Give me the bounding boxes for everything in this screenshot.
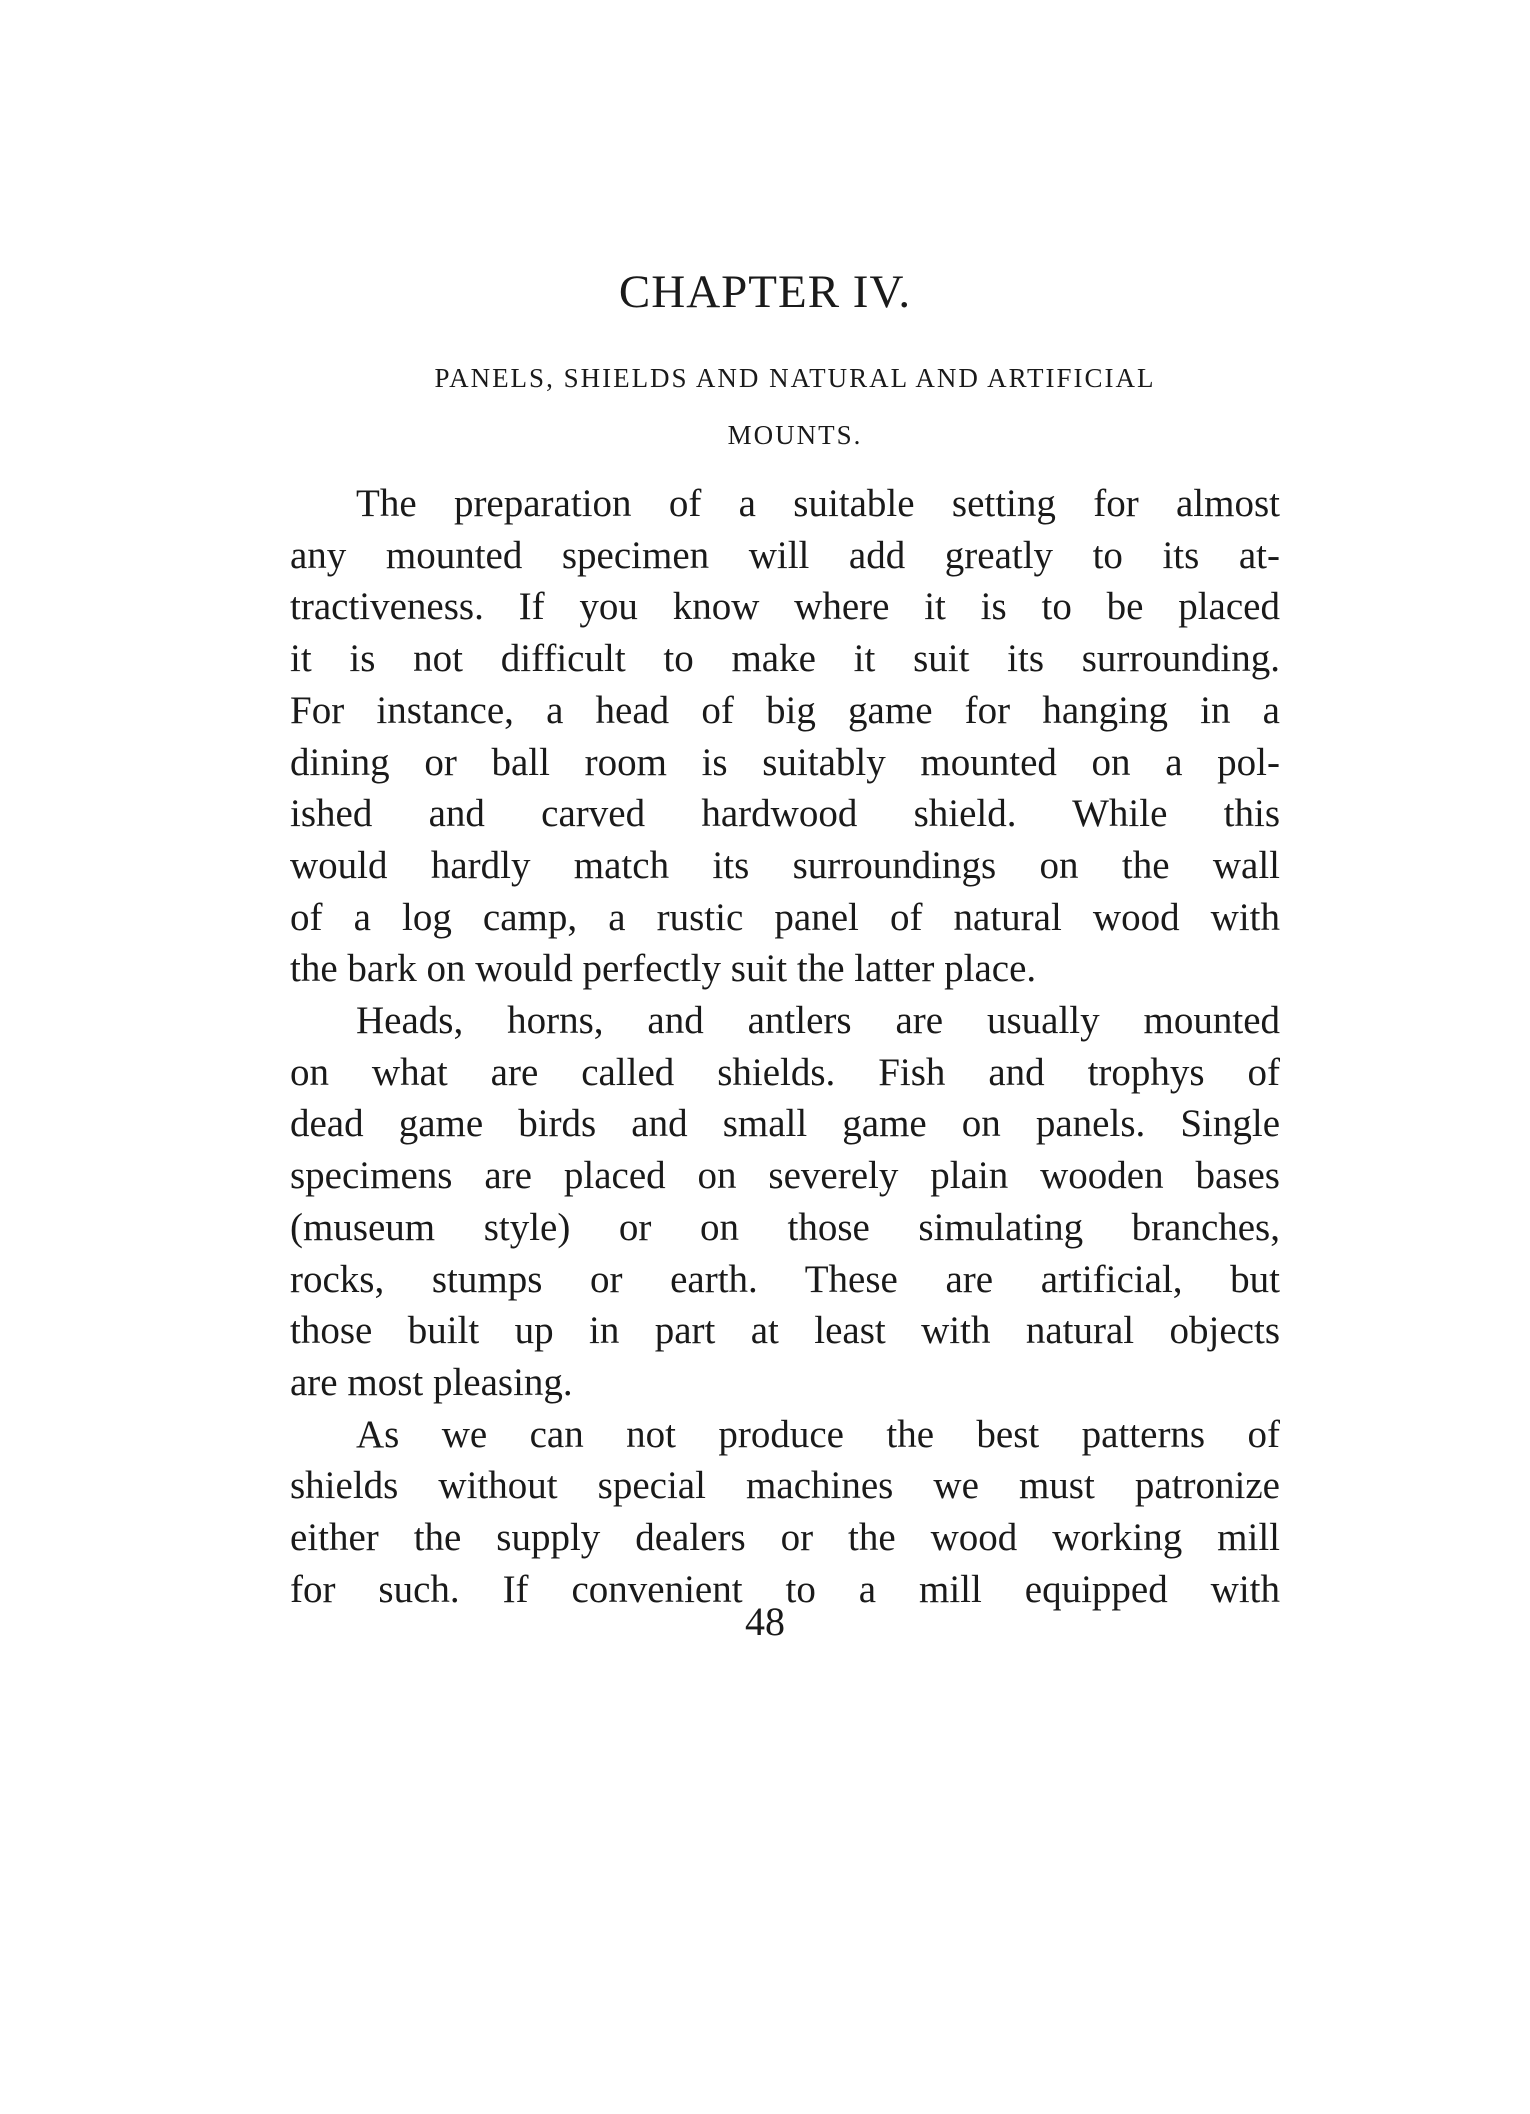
chapter-subtitle [300,350,1290,464]
text-line: For instance, a head of big game for hanging in a [290,688,1280,732]
text-line: on what are called shields. Fish and trophys of [290,1050,1280,1094]
text-line: shields without special machines we must patronize [290,1464,1280,1508]
text-line: Heads, horns, and antlers are usually mounted [356,999,1280,1043]
text-line: would hardly match its surroundings on the wall [290,843,1280,887]
text-line: dead game birds and small game on panels. Single [290,1102,1280,1146]
text-line: specimens are placed on severely plain wooden bases [290,1154,1280,1198]
text-line: The preparation of a suitable setting for almost [356,482,1280,525]
text-line: any mounted specimen will add greatly to its at- [290,533,1280,577]
text-line: rocks, stumps or earth. These are artificial, but [290,1257,1280,1301]
text-line: As we can not produce the best patterns of [356,1412,1280,1456]
text-line: those built up in part at least with natural objects [290,1309,1280,1353]
page-number: 48 [745,1599,785,1644]
text-line: (museum style) or on those simulating branches, [290,1205,1280,1249]
text-line: tractiveness. If you know where it is to be placed [290,585,1280,629]
text-line: of a log camp, a rustic panel of natural wood with [290,895,1280,939]
chapter-subtitle-line-1: PANELS, SHIELDS AND NATURAL AND ARTIFICIAL [434,363,1156,393]
text-line: the bark on would perfectly suit the latter place. [290,947,1037,991]
chapter-subtitle-line-2: MOUNTS. [727,420,863,450]
text-line: ished and carved hardwood shield. While this [290,792,1280,836]
text-line: it is not difficult to make it suit its surrounding. [290,637,1280,681]
chapter-title: CHAPTER IV. [618,266,912,318]
text-line: for such. If convenient to a mill equipped with [290,1567,1280,1611]
body-text [290,478,1280,1615]
text-line: either the supply dealers or the wood working mill [290,1516,1280,1560]
text-line: are most pleasing. [290,1360,573,1404]
text-line: dining or ball room is suitably mounted on a pol- [290,740,1280,784]
